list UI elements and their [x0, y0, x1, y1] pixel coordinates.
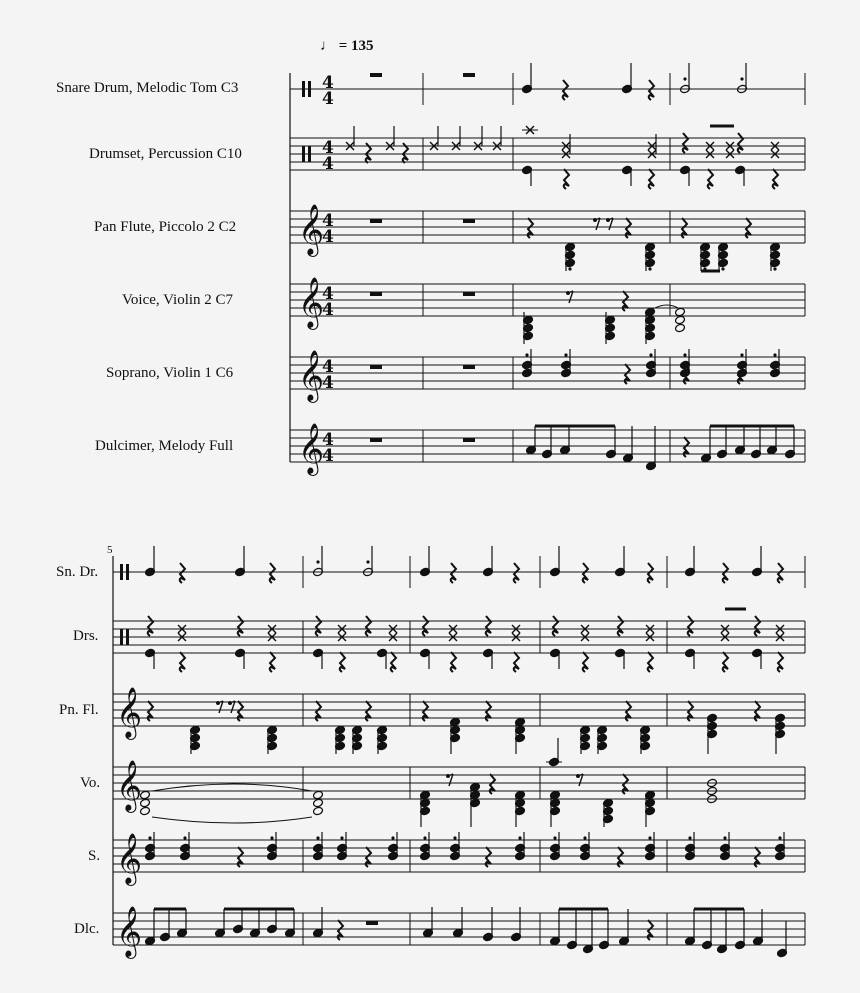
- time-signature-top: 4: [322, 73, 334, 93]
- whole-notehead: [313, 790, 324, 800]
- staccato-dot: [453, 836, 456, 839]
- staccato-dot: [553, 836, 556, 839]
- percussion-clef-icon: [308, 146, 311, 162]
- quarter-rest: [648, 563, 653, 583]
- staccato-dot: [518, 836, 521, 839]
- quarter-rest: [649, 169, 654, 189]
- staccato-dot: [721, 267, 724, 270]
- staccato-dot: [148, 836, 151, 839]
- treble-clef-icon: 𝄞: [298, 423, 325, 474]
- abbrev-label-snare: Sn. Dr.: [56, 564, 99, 580]
- staccato-dot: [773, 267, 776, 270]
- percussion-clef-icon: [126, 629, 129, 645]
- percussion-clef-icon: [120, 564, 123, 580]
- time-signature-top: 4: [322, 430, 334, 450]
- staccato-dot: [423, 836, 426, 839]
- whole-rest: [366, 921, 378, 925]
- staccato-dot: [340, 836, 343, 839]
- treble-clef-icon: 𝄞: [116, 760, 143, 811]
- time-signature-bottom: 4: [322, 89, 334, 109]
- quarter-rest: [423, 616, 428, 636]
- whole-notehead: [313, 798, 324, 808]
- staccato-dot: [648, 267, 651, 270]
- staccato-dot: [723, 836, 726, 839]
- treble-clef-icon: 𝄞: [298, 204, 325, 255]
- treble-clef-icon: 𝄞: [298, 350, 325, 401]
- percussion-clef-icon: [120, 629, 123, 645]
- whole-rest: [370, 365, 382, 369]
- quarter-rest: [564, 169, 569, 189]
- abbrev-label-drumset: Drs.: [73, 628, 99, 644]
- quarter-rest: [723, 563, 728, 583]
- quarter-rest: [583, 563, 588, 583]
- whole-rest: [463, 438, 475, 442]
- tempo-text: = 135: [338, 38, 374, 54]
- quarter-rest: [618, 616, 623, 636]
- quarter-rest: [316, 616, 321, 636]
- whole-rest: [370, 219, 382, 223]
- quarter-rest: [755, 616, 760, 636]
- time-signature-top: 4: [322, 211, 334, 231]
- quarter-rest: [514, 563, 519, 583]
- quarter-rest: [270, 652, 275, 672]
- treble-clef-icon: 𝄞: [116, 906, 143, 957]
- whole-rest: [463, 292, 475, 296]
- time-signature-top: 4: [322, 138, 334, 158]
- whole-notehead: [313, 806, 324, 816]
- staccato-dot: [183, 836, 186, 839]
- whole-notehead: [675, 315, 686, 325]
- staccato-dot: [564, 353, 567, 356]
- tie: [152, 784, 312, 791]
- percussion-clef-icon: [302, 146, 305, 162]
- staccato-dot: [683, 77, 686, 80]
- staccato-dot: [740, 77, 743, 80]
- instrument-label-drumset: Drumset, Percussion C10: [89, 146, 242, 162]
- staccato-dot: [649, 353, 652, 356]
- instrument-label-voice: Voice, Violin 2 C7: [122, 292, 234, 308]
- time-signature-top: 4: [322, 284, 334, 304]
- treble-clef-icon: 𝄞: [116, 687, 143, 738]
- whole-rest: [463, 219, 475, 223]
- quarter-rest: [451, 563, 456, 583]
- abbrev-label-dulcimer: Dlc.: [74, 921, 100, 937]
- quarter-rest: [778, 563, 783, 583]
- time-signature-top: 4: [322, 357, 334, 377]
- whole-rest: [370, 292, 382, 296]
- quarter-rest: [180, 652, 185, 672]
- staccato-dot: [648, 836, 651, 839]
- quarter-rest: [451, 652, 456, 672]
- staccato-dot: [316, 560, 319, 563]
- quarter-rest: [688, 616, 693, 636]
- staccato-dot: [270, 836, 273, 839]
- quarter-rest: [553, 616, 558, 636]
- whole-rest: [370, 438, 382, 442]
- quarter-rest: [148, 616, 153, 636]
- measure-number: 5: [107, 544, 113, 556]
- quarter-rest: [340, 652, 345, 672]
- treble-clef-icon: 𝄞: [298, 277, 325, 328]
- instrument-label-soprano: Soprano, Violin 1 C6: [106, 365, 234, 381]
- treble-clef-icon: 𝄞: [116, 833, 143, 884]
- quarter-rest: [563, 80, 568, 100]
- time-signature-bottom: 4: [322, 446, 334, 466]
- staccato-dot: [583, 836, 586, 839]
- instrument-label-snare: Snare Drum, Melodic Tom C3: [56, 80, 239, 96]
- percussion-clef-icon: [302, 81, 305, 97]
- quarter-rest: [683, 133, 688, 153]
- abbrev-label-voice: Vo.: [80, 775, 101, 791]
- staccato-dot: [683, 353, 686, 356]
- whole-rest: [463, 73, 475, 77]
- whole-rest: [463, 365, 475, 369]
- whole-notehead: [675, 307, 686, 317]
- quarter-note-icon: ♩: [320, 38, 335, 54]
- abbrev-label-soprano: S.: [88, 848, 101, 864]
- quarter-rest: [723, 652, 728, 672]
- quarter-rest: [514, 652, 519, 672]
- quarter-rest: [583, 652, 588, 672]
- quarter-rest: [270, 563, 275, 583]
- tie: [152, 817, 312, 823]
- quarter-rest: [486, 616, 491, 636]
- time-signature-bottom: 4: [322, 300, 334, 320]
- percussion-clef-icon: [308, 81, 311, 97]
- staccato-dot: [740, 353, 743, 356]
- quarter-rest: [649, 80, 654, 100]
- quarter-rest: [738, 133, 743, 153]
- staccato-dot: [568, 267, 571, 270]
- quarter-rest: [778, 652, 783, 672]
- quarter-rest: [180, 563, 185, 583]
- time-signature-bottom: 4: [322, 373, 334, 393]
- staccato-dot: [688, 836, 691, 839]
- quarter-rest: [366, 616, 371, 636]
- quarter-rest: [708, 169, 713, 189]
- staccato-dot: [778, 836, 781, 839]
- time-signature-bottom: 4: [322, 154, 334, 174]
- instrument-label-dulcimer: Dulcimer, Melody Full: [95, 438, 234, 454]
- staccato-dot: [391, 836, 394, 839]
- whole-rest: [370, 73, 382, 77]
- time-signature-bottom: 4: [322, 227, 334, 247]
- quarter-rest: [773, 169, 778, 189]
- quarter-rest: [238, 616, 243, 636]
- abbrev-label-pan-flute: Pn. Fl.: [59, 702, 99, 718]
- staccato-dot: [366, 560, 369, 563]
- staccato-dot: [773, 353, 776, 356]
- staccato-dot: [316, 836, 319, 839]
- instrument-label-pan-flute: Pan Flute, Piccolo 2 C2: [94, 219, 237, 235]
- whole-notehead: [675, 323, 686, 333]
- quarter-rest: [648, 652, 653, 672]
- percussion-clef-icon: [126, 564, 129, 580]
- staccato-dot: [525, 353, 528, 356]
- quarter-rest: [391, 652, 396, 672]
